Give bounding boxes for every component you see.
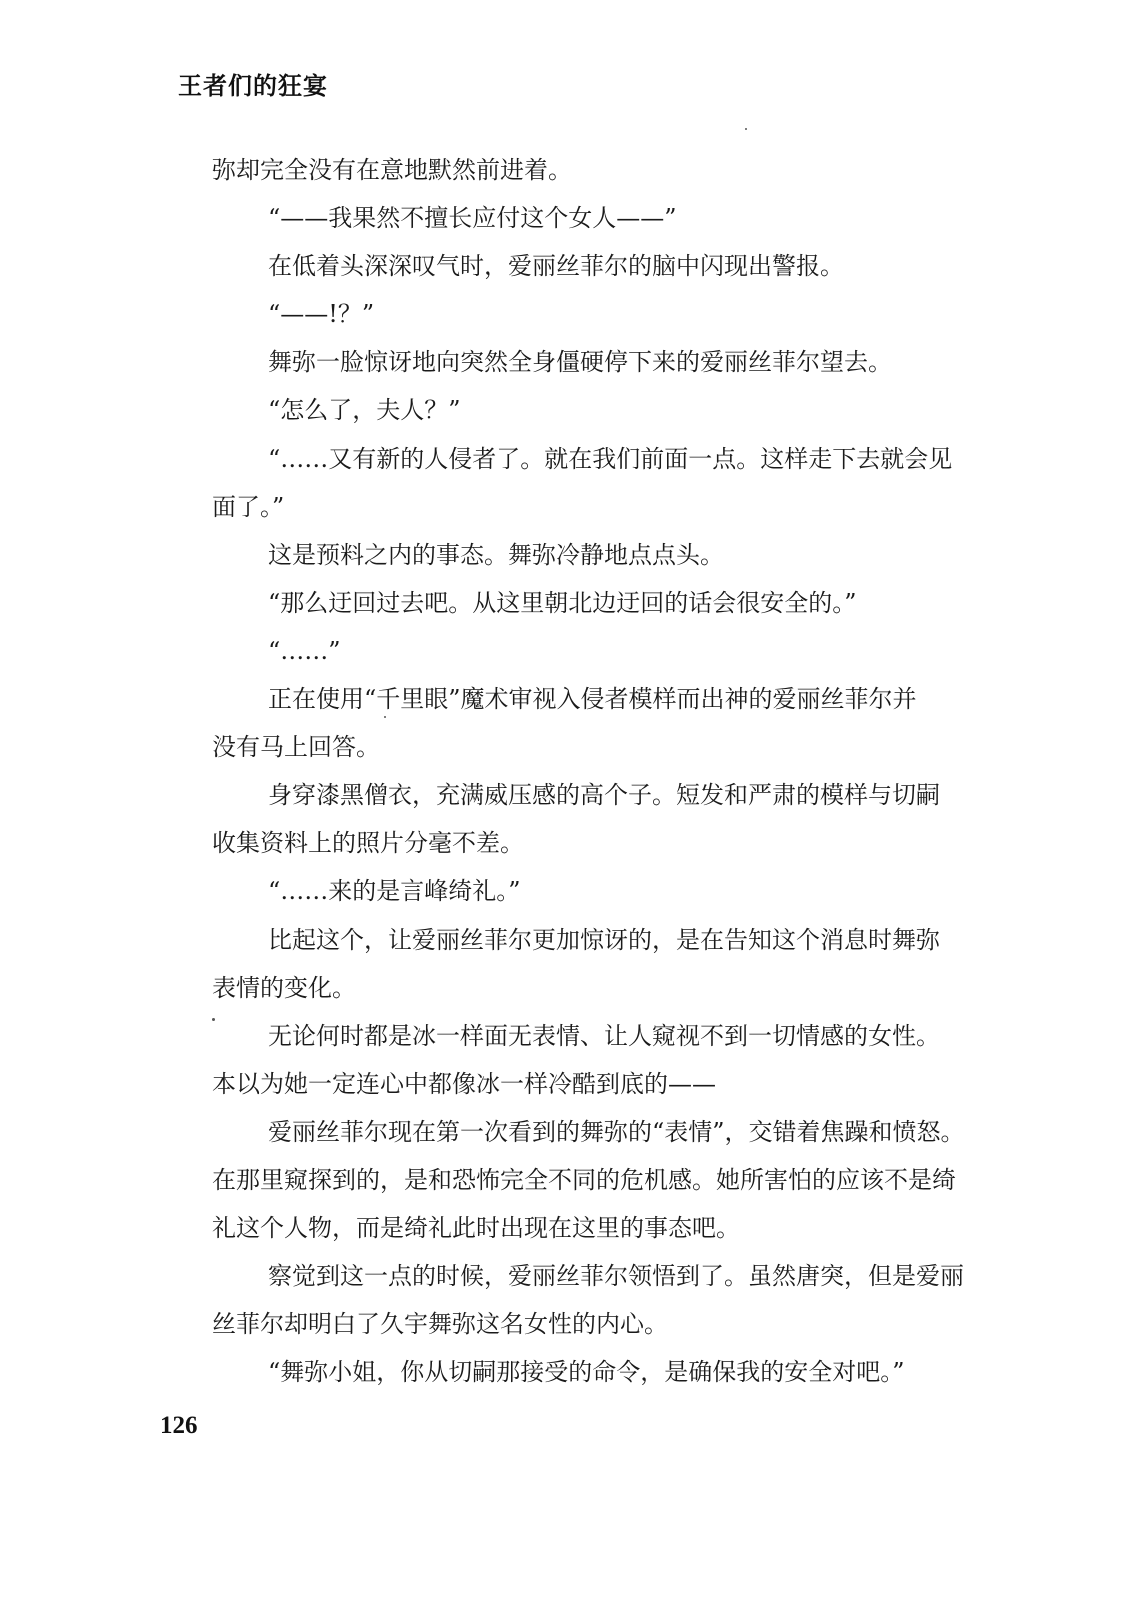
body-text [212,146,984,1396]
text-line: 收集资料上的照片分毫不差。 [212,829,524,858]
text-line: 察觉到这一点的时候，爱丽丝菲尔领悟到了。虽然唐突，但是爱丽 [268,1262,964,1291]
page-number: 126 [160,1412,198,1439]
text-line: 表情的变化。 [212,973,356,1002]
text-line: 没有马上回答。 [212,733,380,762]
text-line: 在那里窥探到的，是和恐怖完全不同的危机感。她所害怕的应该不是绮 [212,1165,956,1194]
text-line: “……” [268,636,341,665]
text-line: 弥却完全没有在意地默然前进着。 [212,156,572,184]
text-line: 爱丽丝菲尔现在第一次看到的舞弥的“表情”，交错着焦躁和愤怒。 [268,1117,965,1146]
text-line: 丝菲尔却明白了久宇舞弥这名女性的内心。 [212,1310,668,1339]
text-line: “……又有新的人侵者了。就在我们前面一点。这样走下去就会见 [268,444,953,473]
running-title: 王者们的狂宴 [178,72,328,100]
scan-speck [212,1018,215,1021]
text-line: 面了。” [212,492,285,521]
text-line: 舞弥一脸惊讶地向突然全身僵硬停下来的爱丽丝菲尔望去。 [268,348,892,377]
text-line: 本以为她一定连心中都像冰一样冷酷到底的—— [212,1069,716,1098]
text-line: “舞弥小姐，你从切嗣那接受的命令，是确保我的安全对吧。” [268,1358,905,1387]
scan-speck [745,128,747,130]
scan-speck [384,716,386,718]
text-line: “怎么了，夫人？” [268,396,461,425]
text-line: “那么迂回过去吧。从这里朝北边迂回的话会很安全的。” [268,588,857,617]
text-line: 在低着头深深叹气时，爱丽丝菲尔的脑中闪现出警报。 [268,252,844,281]
text-line: 无论何时都是冰一样面无表情、让人窥视不到一切情感的女性。 [268,1021,940,1050]
text-line: 身穿漆黑僧衣，充满威压感的高个子。短发和严肃的模样与切嗣 [268,781,940,810]
text-line: “——!？” [268,300,375,329]
text-line: “……来的是言峰绮礼。” [268,877,521,906]
text-line: 这是预料之内的事态。舞弥冷静地点点头。 [268,540,724,569]
text-line: 正在使用“千里眼”魔术审视入侵者模样而出神的爱丽丝菲尔并 [268,685,917,714]
text-line: 比起这个，让爱丽丝菲尔更加惊讶的，是在告知这个消息时舞弥 [268,925,940,954]
text-line: 礼这个人物，而是绮礼此时出现在这里的事态吧。 [212,1214,740,1243]
text-line: “——我果然不擅长应付这个女人——” [268,204,677,233]
